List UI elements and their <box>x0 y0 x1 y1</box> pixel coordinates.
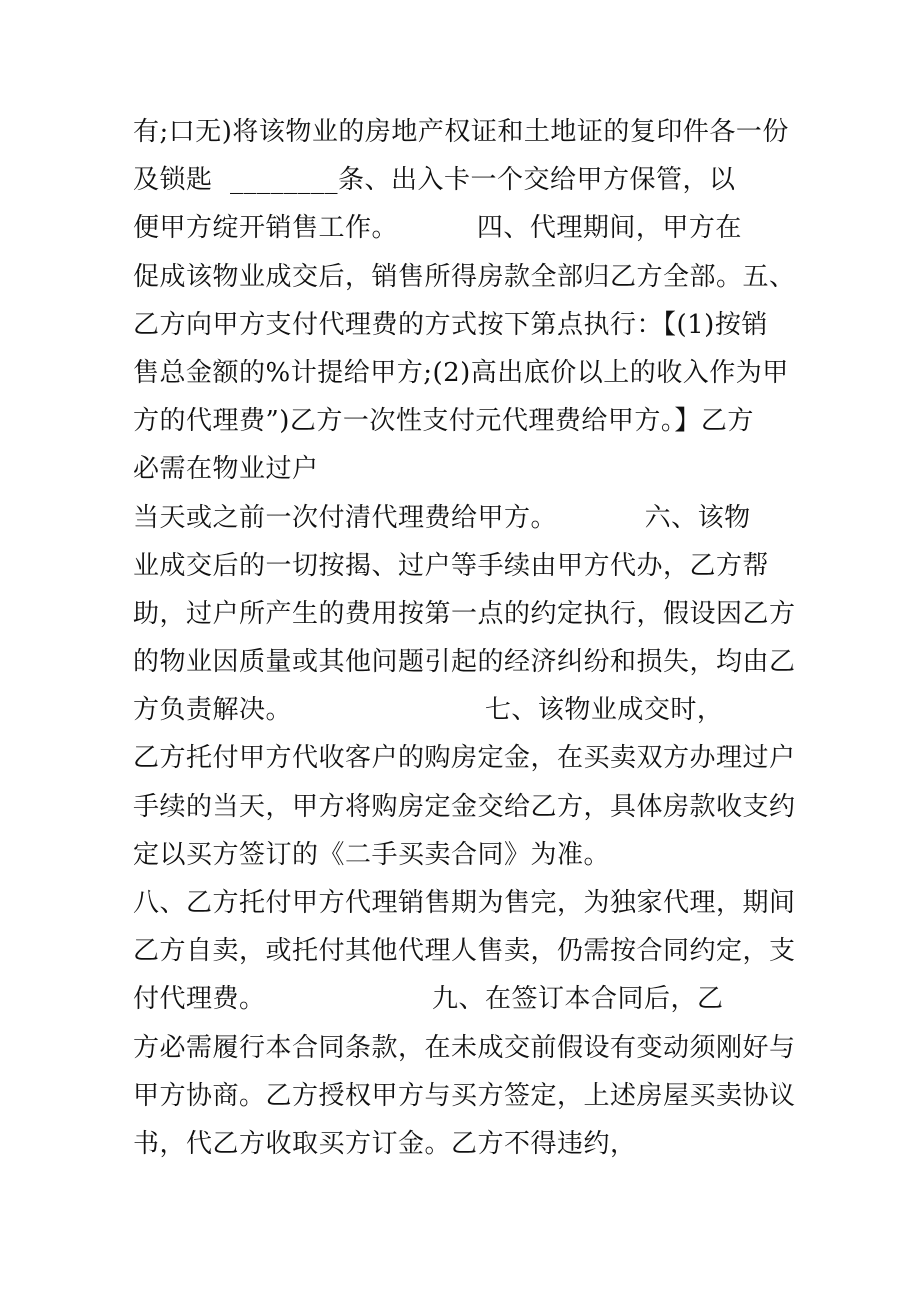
text-line-21: 甲方协商。乙方授权甲方与买方签定，上述房屋买卖协议 <box>133 1080 796 1111</box>
contract-text-body <box>133 108 803 1168</box>
text-line-19: 付代理费。 九、在签订本合同后，乙 <box>133 984 724 1015</box>
text-line-2: 及锁匙 ________条、出入卡一个交给甲方保管，以 <box>133 165 736 196</box>
text-line-18: 乙方自卖，或托付其他代理人售卖，仍需按合同约定，支 <box>133 936 796 967</box>
text-line-8: 必需在物业过户 <box>133 454 319 485</box>
text-line-9: 当天或之前一次付清代理费给甲方。 六、该物 <box>133 502 751 533</box>
text-line-12: 的物业因质量或其他问题引起的经济纠纷和损失，均由乙 <box>133 647 796 678</box>
text-line-17: 八、乙方托付甲方代理销售期为售完，为独家代理，期间 <box>133 888 796 918</box>
text-line-7: 方的代理费”)乙方一次性支付元代理费给甲方。】乙方 <box>133 406 754 437</box>
text-line-10: 业成交后的一切按揭、过户等手续由甲方代办，乙方帮 <box>133 550 770 581</box>
text-line-1: 有;口无)将该物业的房地产权证和土地证的复印件各一份 <box>133 117 789 147</box>
text-line-15: 手续的当天，甲方将购房定金交给乙方，具体房款收支约 <box>133 791 796 822</box>
text-line-6: 售总金额的%计提给甲方;(2)高出底价以上的收入作为甲 <box>133 357 789 388</box>
text-line-4: 促成该物业成交后，销售所得房款全部归乙方全部。五、 <box>133 261 796 292</box>
text-line-3: 便甲方绽开销售工作。 四、代理期间，甲方在 <box>133 213 742 244</box>
text-line-14: 乙方托付甲方代收客户的购房定金，在买卖双方办理过户 <box>133 743 796 774</box>
text-line-5: 乙方向甲方支付代理费的方式按下第点执行：【(1)按销 <box>133 309 768 340</box>
text-line-20: 方必需履行本合同条款，在未成交前假设有变动须刚好与 <box>133 1032 796 1063</box>
text-line-16: 定以买方签订的《二手买卖合同》为准。 <box>133 839 611 870</box>
text-line-11: 助，过户所产生的费用按第一点的约定执行，假设因乙方 <box>133 598 796 629</box>
text-line-22: 书，代乙方收取买方订金。乙方不得违约， <box>133 1128 637 1159</box>
text-line-13: 方负责解决。 七、该物业成交时， <box>133 695 724 726</box>
